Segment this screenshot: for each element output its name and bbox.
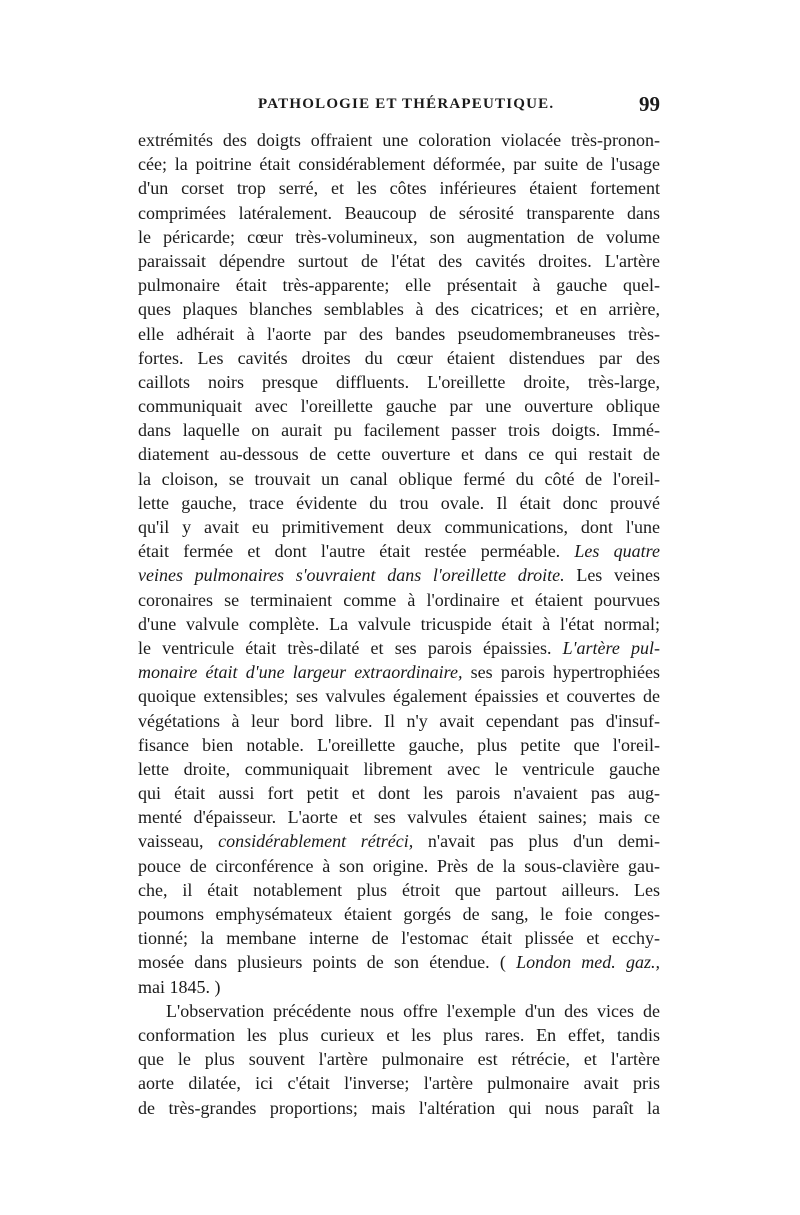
text-line: [138, 467, 660, 491]
page-number: 99: [639, 92, 660, 116]
text-segment: menté d'épaisseur. L'aorte et ses valvules étaient saines; mais ce: [138, 807, 660, 828]
text-line: [138, 346, 660, 370]
text-segment: dans laquelle on aurait pu facilement passer trois doigts. Immé-: [138, 420, 660, 441]
text-segment: était fermée et dont l'autre était restée perméable.: [138, 541, 575, 562]
italic-text-segment: considérablement rétréci,: [218, 831, 414, 852]
text-line: [138, 636, 660, 660]
text-line: [138, 660, 660, 684]
text-line: [138, 926, 660, 950]
text-line: [138, 225, 660, 249]
text-line: [138, 128, 660, 152]
text-segment: aorte dilatée, ici c'était l'inverse; l'artère pulmonaire avait pris: [138, 1073, 660, 1094]
text-segment: paraissait dépendre surtout de l'état des cavités droites. L'artère: [138, 250, 660, 271]
italic-text-segment: monaire était d'une largeur extraordinaire,: [138, 662, 463, 683]
text-segment: quoique extensibles; ses valvules également épaissies et couvertes de: [138, 686, 660, 707]
text-line: [138, 152, 660, 176]
text-segment: elle adhérait à l'aorte par des bandes pseudomembraneuses très-: [138, 323, 660, 344]
text-segment: pouce de circonférence à son origine. Près de la sous-clavière gau-: [138, 855, 660, 876]
text-segment: coronaires se terminaient comme à l'ordinaire et étaient pourvues: [138, 589, 660, 610]
text-segment: conformation les plus curieux et les plus rares. En effet, tandis: [138, 1024, 660, 1045]
text-segment: ques plaques blanches semblables à des cicatrices; et en arrière,: [138, 299, 660, 320]
text-line: [138, 322, 660, 346]
text-line: [138, 805, 660, 829]
text-line: [138, 297, 660, 321]
text-line: [138, 176, 660, 200]
text-line: [138, 442, 660, 466]
text-segment: lette droite, communiquait librement avec le ventricule gauche: [138, 758, 660, 779]
text-segment: tionné; la membane interne de l'estomac était plissée et ecchy-: [138, 928, 660, 949]
page-header: [138, 92, 660, 122]
text-line: [138, 733, 660, 757]
text-segment: végétations à leur bord libre. Il n'y avait cependant pas d'insuf-: [138, 710, 660, 731]
running-title: PATHOLOGIE ET THÉRAPEUTIQUE.: [258, 96, 555, 112]
text-line: [138, 1023, 660, 1047]
italic-text-segment: veines pulmonaires s'ouvraient dans l'oreillette droite.: [138, 565, 565, 586]
text-line: [138, 902, 660, 926]
text-line: [138, 201, 660, 225]
text-segment: comprimées latéralement. Beaucoup de sérosité transparente dans: [138, 202, 660, 223]
text-line: [138, 515, 660, 539]
text-line: [138, 975, 660, 999]
text-line: [138, 394, 660, 418]
text-line: [138, 273, 660, 297]
text-line: [138, 491, 660, 515]
text-segment: fortes. Les cavités droites du cœur étaient distendues par des: [138, 347, 660, 368]
italic-text-segment: London med. gaz.,: [516, 952, 660, 973]
text-segment: n'avait pas plus d'un demi-: [413, 831, 660, 852]
body-text: [138, 128, 660, 1120]
text-segment: pulmonaire était très-apparente; elle présentait à gauche quel-: [138, 275, 660, 296]
text-segment: caillots noirs presque diffluents. L'oreillette droite, très-large,: [138, 371, 660, 392]
text-segment: qui était aussi fort petit et dont les parois n'avaient pas aug-: [138, 783, 660, 804]
text-segment: d'une valvule complète. La valvule tricuspide était à l'état normal;: [138, 613, 660, 634]
text-segment: le péricarde; cœur très-volumineux, son augmentation de volume: [138, 226, 660, 247]
text-segment: lette gauche, trace évidente du trou ovale. Il était donc prouvé: [138, 492, 660, 513]
text-line: [138, 757, 660, 781]
text-line: [138, 563, 660, 587]
text-segment: le ventricule était très-dilaté et ses parois épaissies.: [138, 637, 563, 658]
text-line: [138, 878, 660, 902]
text-line: [138, 249, 660, 273]
text-segment: la cloison, se trouvait un canal oblique fermé du côté de l'oreil-: [138, 468, 660, 489]
text-segment: d'un corset trop serré, et les côtes inférieures étaient fortement: [138, 178, 660, 199]
text-line: [138, 612, 660, 636]
text-segment: extrémités des doigts offraient une coloration violacée très-pronon-: [138, 130, 660, 150]
text-line: [138, 588, 660, 612]
text-line: [138, 854, 660, 878]
text-line: [138, 781, 660, 805]
text-segment: Les veines: [564, 565, 660, 586]
italic-text-segment: L'artère pul-: [562, 637, 660, 658]
text-line: [138, 1047, 660, 1071]
text-segment: poumons emphysémateux étaient gorgés de sang, le foie conges-: [138, 904, 660, 924]
text-line: [138, 1096, 660, 1120]
text-line: [138, 999, 660, 1023]
text-segment: que le plus souvent l'artère pulmonaire est rétrécie, et l'artère: [138, 1049, 660, 1070]
text-segment: ses parois hypertrophiées: [462, 662, 661, 683]
text-line: [138, 418, 660, 442]
text-segment: communiquait avec l'oreillette gauche par une ouverture oblique: [138, 396, 660, 417]
text-segment: che, il était notablement plus étroit que partout ailleurs. Les: [138, 879, 660, 900]
text-segment: mai 1845. ): [138, 976, 221, 997]
text-segment: qu'il y avait eu primitivement deux communications, dont l'une: [138, 517, 660, 537]
text-line: [138, 950, 660, 974]
text-line: [138, 684, 660, 708]
text-segment: mosée dans plusieurs points de son étendue. (: [138, 952, 517, 973]
text-line: [138, 539, 660, 563]
text-line: [138, 829, 660, 853]
text-line: [138, 709, 660, 733]
text-segment: fisance bien notable. L'oreillette gauche, plus petite que l'oreil-: [138, 734, 660, 755]
text-line: [138, 1071, 660, 1095]
text-line: [138, 370, 660, 394]
text-segment: cée; la poitrine était considérablement déformée, par suite de l'usage: [138, 154, 660, 175]
text-segment: de très-grandes proportions; mais l'altération qui nous paraît la: [138, 1097, 660, 1118]
text-segment: diatement au-dessous de cette ouverture et dans ce qui restait de: [138, 444, 660, 465]
italic-text-segment: Les quatre: [574, 541, 660, 562]
text-segment: L'observation précédente nous offre l'exemple d'un des vices de: [166, 1000, 660, 1021]
text-segment: vaisseau,: [138, 831, 219, 852]
